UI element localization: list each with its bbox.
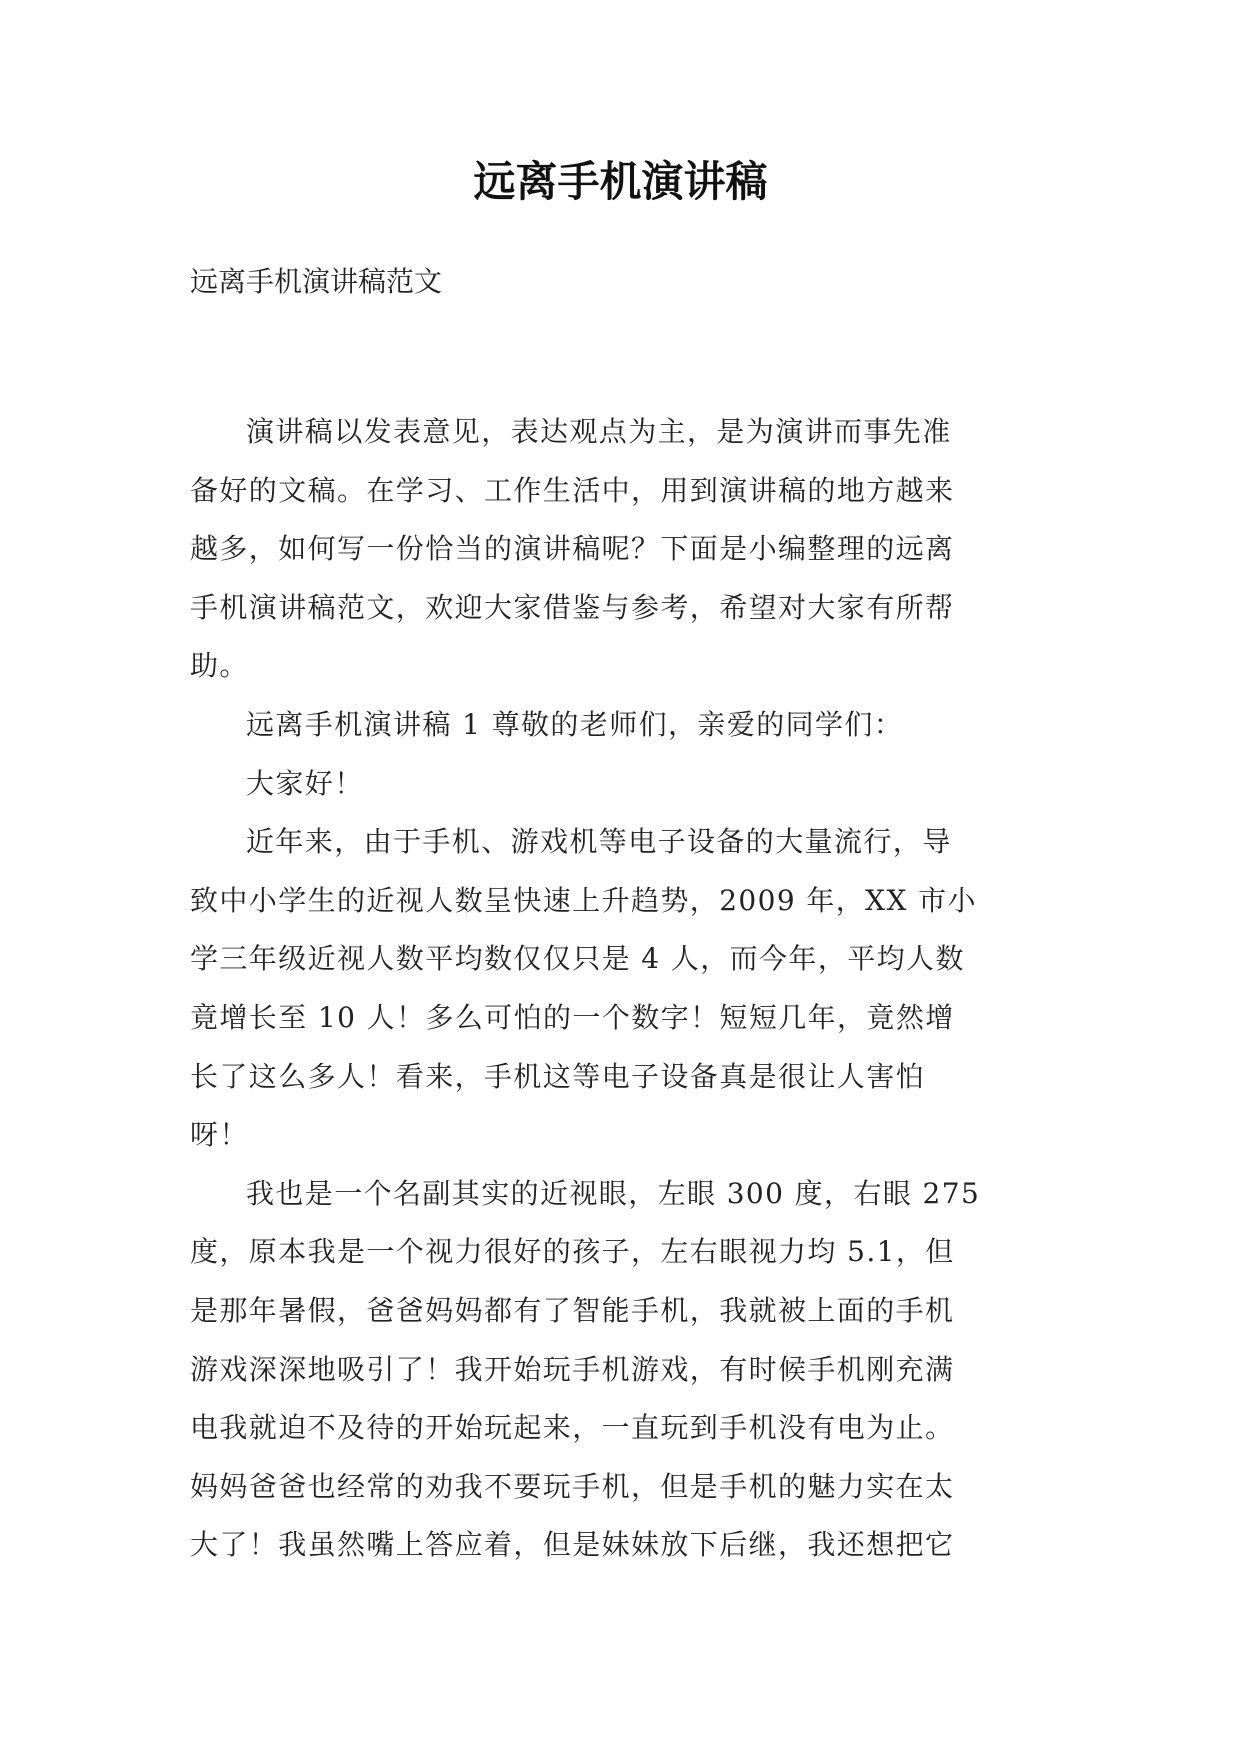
text-line: 长了这么多人！看来，手机这等电子设备真是很让人害怕 (190, 1059, 926, 1093)
text-line: 越多，如何写一份恰当的演讲稿呢？下面是小编整理的远离 (190, 532, 955, 566)
text-line: 大了！我虽然嘴上答应着，但是妹妹放下后继，我还想把它 (190, 1528, 955, 1562)
text-line: 助。 (190, 649, 249, 683)
text-line: 度，原本我是一个视力很好的孩子，左右眼视力均 5.1，但 (190, 1235, 955, 1269)
text-line: 致中小学生的近视人数呈快速上升趋势，2009 年，XX 市小 (190, 883, 977, 917)
text-line: 近年来，由于手机、游戏机等电子设备的大量流行，导 (246, 825, 952, 859)
text-line: 我也是一个名副其实的近视眼，左眼 300 度，右眼 275 (246, 1176, 981, 1210)
text-line: 呀！ (190, 1118, 249, 1152)
text-line: 演讲稿以发表意见，表达观点为主，是为演讲而事先准 (246, 415, 952, 448)
text-line: 是那年暑假，爸爸妈妈都有了智能手机，我就被上面的手机 (190, 1293, 955, 1327)
paragraph-greeting-heading (190, 696, 1060, 755)
paragraph-statistics (190, 813, 1060, 1165)
paragraph-greeting (190, 755, 1060, 814)
text-line: 电我就迫不及待的开始玩起来，一直玩到手机没有电为止。 (190, 1411, 955, 1445)
text-line: 手机演讲稿范文，欢迎大家借鉴与参考，希望对大家有所帮 (190, 590, 955, 624)
text-line: 竟增长至 10 人！多么可怕的一个数字！短短几年，竟然增 (190, 1000, 955, 1034)
paragraph-personal-story (190, 1165, 1060, 1575)
text-line: 大家好！ (246, 766, 364, 800)
text-line: 游戏深深地吸引了！我开始玩手机游戏，有时候手机刚充满 (190, 1352, 955, 1386)
text-line: 远离手机演讲稿 1 尊敬的老师们，亲爱的同学们： (246, 707, 904, 741)
document-subtitle: 远离手机演讲稿范文 (190, 265, 443, 298)
text-line: 学三年级近视人数平均数仅仅只是 4 人，而今年，平均人数 (190, 942, 965, 976)
document-title: 远离手机演讲稿 (473, 157, 768, 206)
text-line: 备好的文稿。在学习、工作生活中，用到演讲稿的地方越来 (190, 473, 955, 507)
document-body (190, 403, 1060, 1575)
text-line: 妈妈爸爸也经常的劝我不要玩手机，但是手机的魅力实在太 (190, 1469, 955, 1503)
paragraph-intro (190, 403, 1060, 696)
